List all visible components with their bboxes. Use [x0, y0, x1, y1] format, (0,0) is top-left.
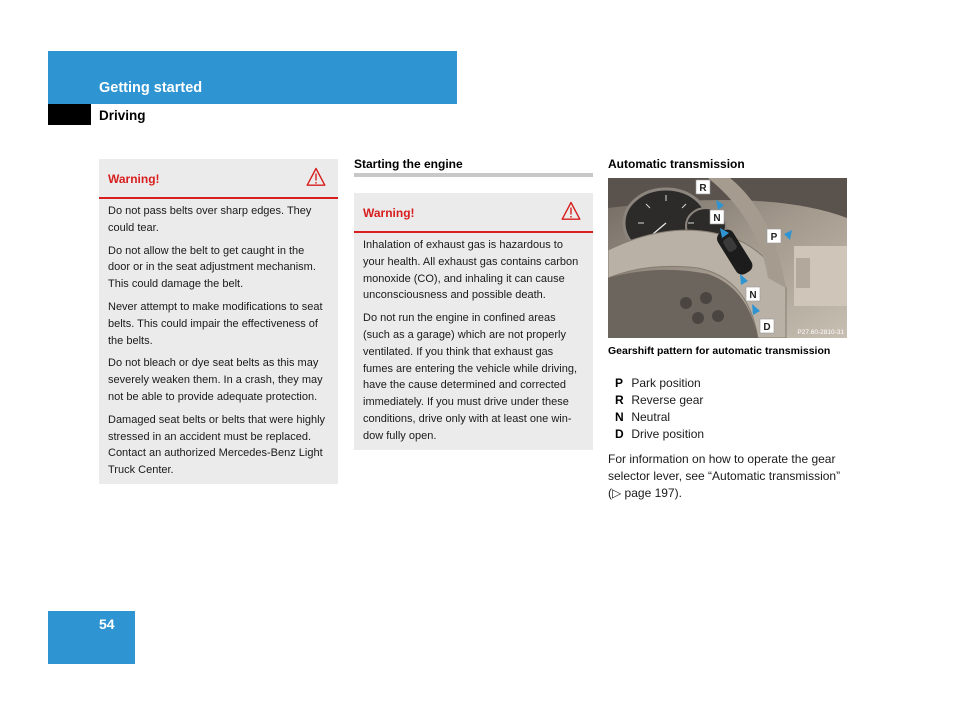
warning-paragraph: Never attempt to make modifications to seat belts. This could impair the effectiveness of the belts. — [108, 300, 323, 347]
warning-paragraph: Inhalation of exhaust gas is hazardous to your health. All exhaust gas contains carbon monoxide (CO), and inhaling it can cause unconsciousness and possible death. — [363, 239, 579, 302]
gear-description: Neutral — [631, 410, 671, 424]
callout-label-n — [710, 210, 724, 224]
transmission-info-text: For information on how to operate the gear selector lever, see “Automatic transmission” (▷ page 197). — [608, 452, 841, 500]
warning-header — [99, 159, 338, 199]
gear-description: Park position — [631, 376, 701, 390]
gear-key: N — [615, 410, 624, 424]
list-item — [615, 375, 704, 392]
warning-paragraph: Damaged seat belts or belts that were highly stressed in an accident must be replaced. Contact an authorized Mercedes-Benz Light Truck Center. — [108, 413, 326, 477]
figure-caption: Gearshift pattern for automatic transmission — [608, 345, 831, 357]
list-item — [615, 426, 704, 443]
seat-belt-warning-box — [99, 159, 338, 484]
warning-triangle-icon — [306, 167, 326, 187]
section-title: Driving — [99, 108, 146, 123]
gearshift-illustration — [608, 178, 847, 338]
warning-body — [354, 233, 593, 445]
svg-text:N: N — [749, 290, 757, 301]
svg-text:D: D — [763, 322, 771, 333]
figure-code: P27.60-2810-31 — [797, 329, 844, 336]
chapter-title: Getting started — [99, 80, 203, 96]
svg-text:N: N — [713, 213, 721, 224]
warning-paragraph: Do not pass belts over sharp edges. They could tear. — [108, 205, 312, 234]
section-marker — [48, 104, 91, 125]
warning-label: Warning! — [363, 206, 415, 220]
callout-label-d — [760, 319, 774, 333]
page-number-box — [48, 611, 135, 664]
warning-paragraph: Do not allow the belt to get caught in the door or in the seat adjustment mechanism. This could damage the belt. — [108, 244, 316, 291]
svg-text:R: R — [699, 183, 707, 194]
callout-label-p — [767, 229, 781, 243]
gearshift-photo — [608, 178, 847, 338]
gear-position-list — [615, 375, 704, 443]
warning-label: Warning! — [108, 172, 160, 186]
svg-text:P: P — [770, 232, 778, 243]
chapter-header-bar — [48, 51, 457, 104]
gear-description: Reverse gear — [631, 393, 704, 407]
callout-label-n — [746, 287, 760, 301]
page-number: 54 — [99, 616, 115, 632]
callout-label-r — [696, 180, 710, 194]
gear-key: P — [615, 376, 624, 390]
gear-description: Drive position — [631, 427, 705, 441]
warning-paragraph: Do not run the engine in confined areas (such as a garage) which are not properly ventilated. If you think that exhaust gas fumes are entering the vehicle while driving, have the cause determined and corrected immediately. If you must drive under these conditions, drive only with at least one window fully open. — [363, 312, 578, 442]
warning-body — [99, 199, 338, 479]
starting-engine-heading: Starting the engine — [354, 157, 463, 171]
exhaust-warning-box — [354, 193, 593, 450]
warning-header — [354, 193, 593, 233]
warning-triangle-icon — [561, 201, 581, 221]
heading-rule — [354, 173, 593, 177]
list-item — [615, 409, 704, 426]
list-item — [615, 392, 704, 409]
warning-paragraph: Do not bleach or dye seat belts as this may severely weaken them. In a crash, they may not be able to provide adequate protection. — [108, 357, 323, 403]
gear-key: R — [615, 393, 624, 407]
automatic-transmission-heading: Automatic transmission — [608, 157, 745, 171]
gear-key: D — [615, 427, 624, 441]
